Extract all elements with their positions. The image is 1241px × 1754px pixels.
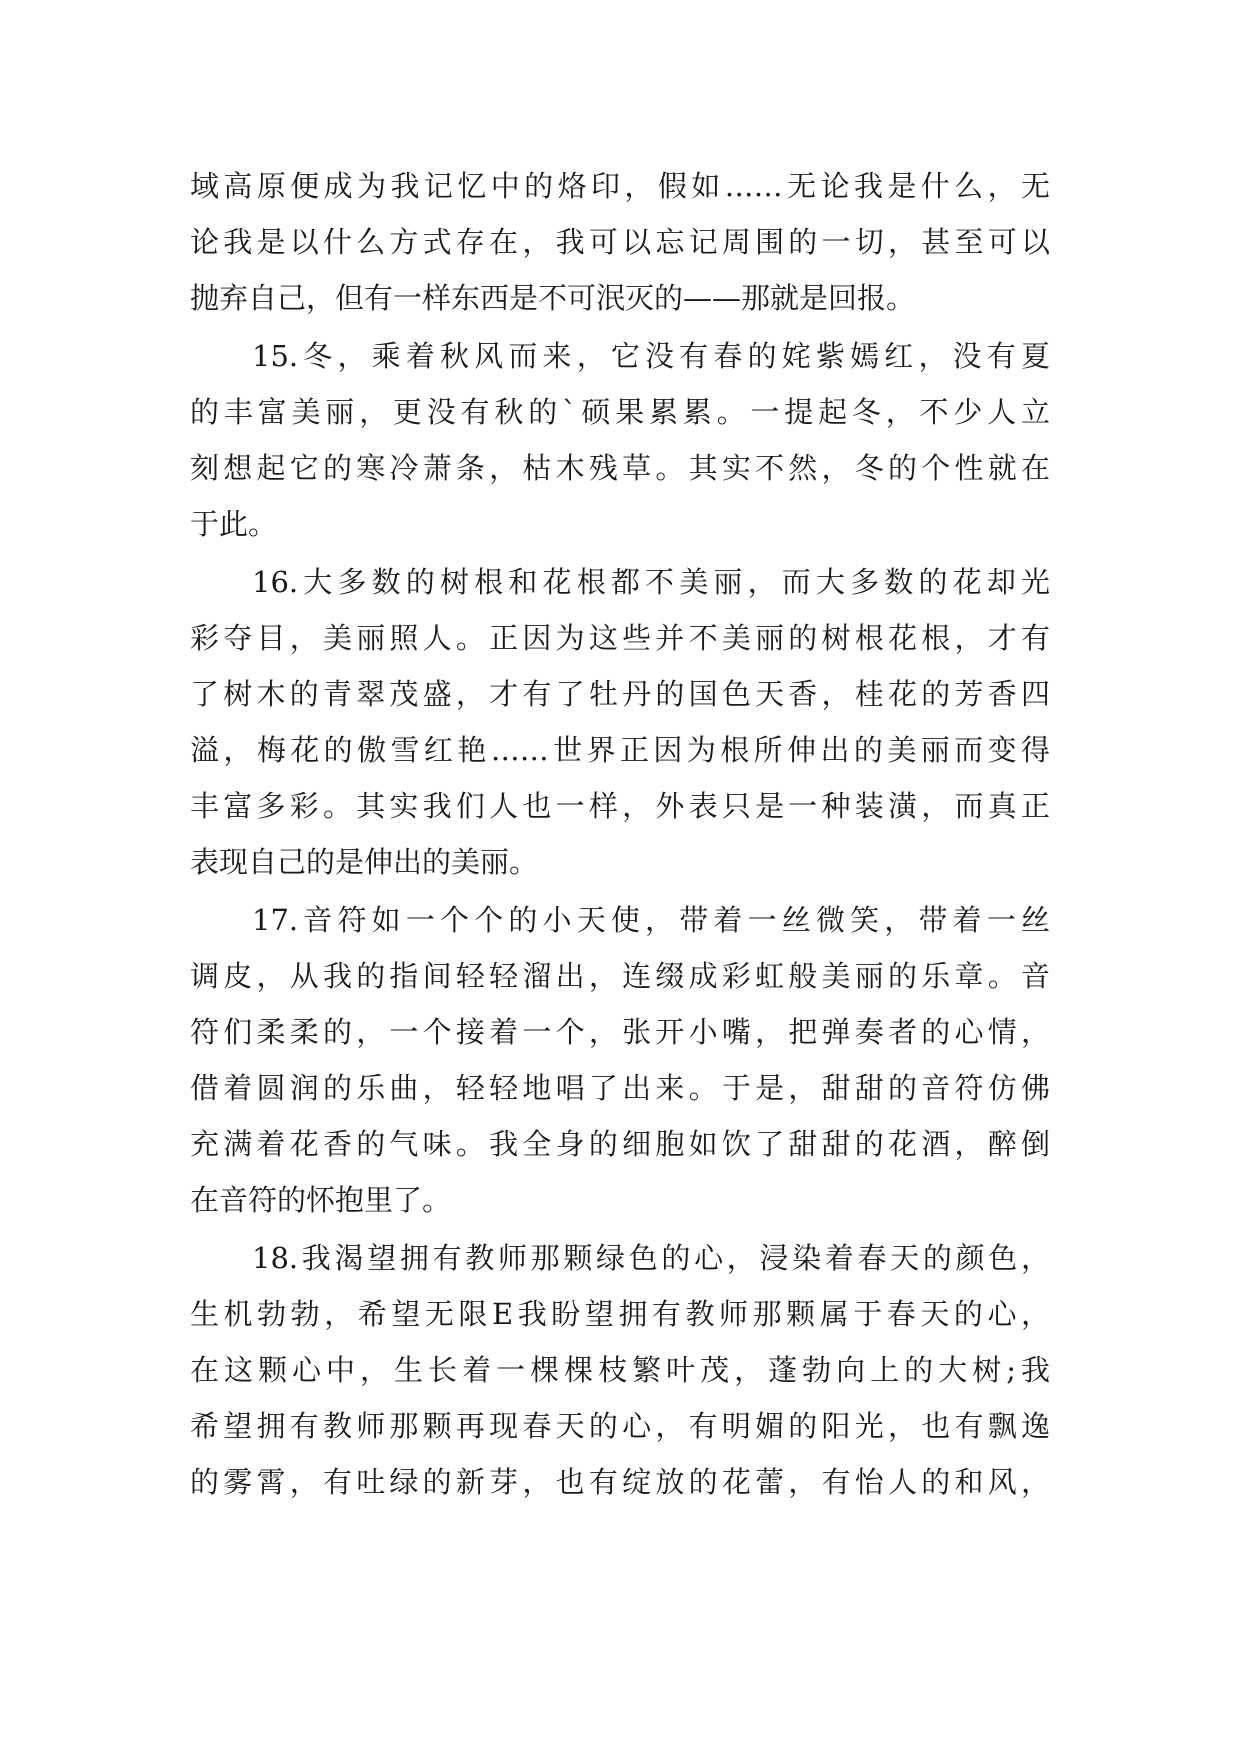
text-line: 彩夺目，美丽照人。正因为这些并不美丽的树根花根，才有 (190, 621, 1050, 655)
text-line: 17.音符如一个个的小天使，带着一丝微笑，带着一丝 (252, 903, 1050, 937)
text-line: 16.大多数的树根和花根都不美丽，而大多数的花却光 (252, 565, 1050, 599)
text-line: 抛弃自己，但有一样东西是不可泯灭的——那就是回报。 (190, 281, 916, 315)
text-line: 在这颗心中，生长着一棵棵枝繁叶茂，蓬勃向上的大树;我 (190, 1353, 1050, 1387)
text-line: 丰富多彩。其实我们人也一样，外表只是一种装潢，而真正 (190, 789, 1050, 823)
text-line: 了树木的青翠茂盛，才有了牡丹的国色天香，桂花的芳香四 (190, 677, 1050, 711)
text-line: 充满着花香的气味。我全身的细胞如饮了甜甜的花酒，醉倒 (190, 1127, 1050, 1161)
text-line: 符们柔柔的，一个接着一个，张开小嘴，把弹奏者的心情， (190, 1015, 1050, 1049)
paragraph-17 (190, 892, 1050, 1228)
text-line: 的雾霄，有吐绿的新芽，也有绽放的花蕾，有怡人的和风， (190, 1465, 1050, 1499)
paragraph-16 (190, 554, 1050, 890)
text-line: 于此。 (190, 507, 278, 541)
paragraph-continuation (190, 158, 1050, 326)
text-line: 希望拥有教师那颗再现春天的心，有明媚的阳光，也有飘逸 (190, 1409, 1050, 1443)
text-line: 在音符的怀抱里了。 (190, 1183, 452, 1217)
text-line: 生机勃勃，希望无限E我盼望拥有教师那颗属于春天的心， (190, 1297, 1050, 1331)
text-line: 表现自己的是伸出的美丽。 (190, 845, 539, 879)
document-body (190, 158, 1050, 1512)
text-line: 刻想起它的寒冷萧条，枯木残草。其实不然，冬的个性就在 (190, 451, 1050, 485)
text-line: 调皮，从我的指间轻轻溜出，连缀成彩虹般美丽的乐章。音 (190, 959, 1050, 993)
paragraph-15 (190, 328, 1050, 552)
text-line: 的丰富美丽，更没有秋的`硕果累累。一提起冬，不少人立 (190, 395, 1050, 429)
text-line: 论我是以什么方式存在，我可以忘记周围的一切，甚至可以 (190, 225, 1050, 259)
text-line: 借着圆润的乐曲，轻轻地唱了出来。于是，甜甜的音符仿佛 (190, 1071, 1050, 1105)
paragraph-18 (190, 1230, 1050, 1510)
text-line: 15.冬，乘着秋风而来，它没有春的姹紫嫣红，没有夏 (252, 339, 1050, 373)
text-line: 18.我渴望拥有教师那颗绿色的心，浸染着春天的颜色， (252, 1241, 1050, 1275)
text-line: 域高原便成为我记忆中的烙印，假如……无论我是什么，无 (190, 169, 1050, 203)
text-line: 溢，梅花的傲雪红艳……世界正因为根所伸出的美丽而变得 (190, 733, 1050, 767)
